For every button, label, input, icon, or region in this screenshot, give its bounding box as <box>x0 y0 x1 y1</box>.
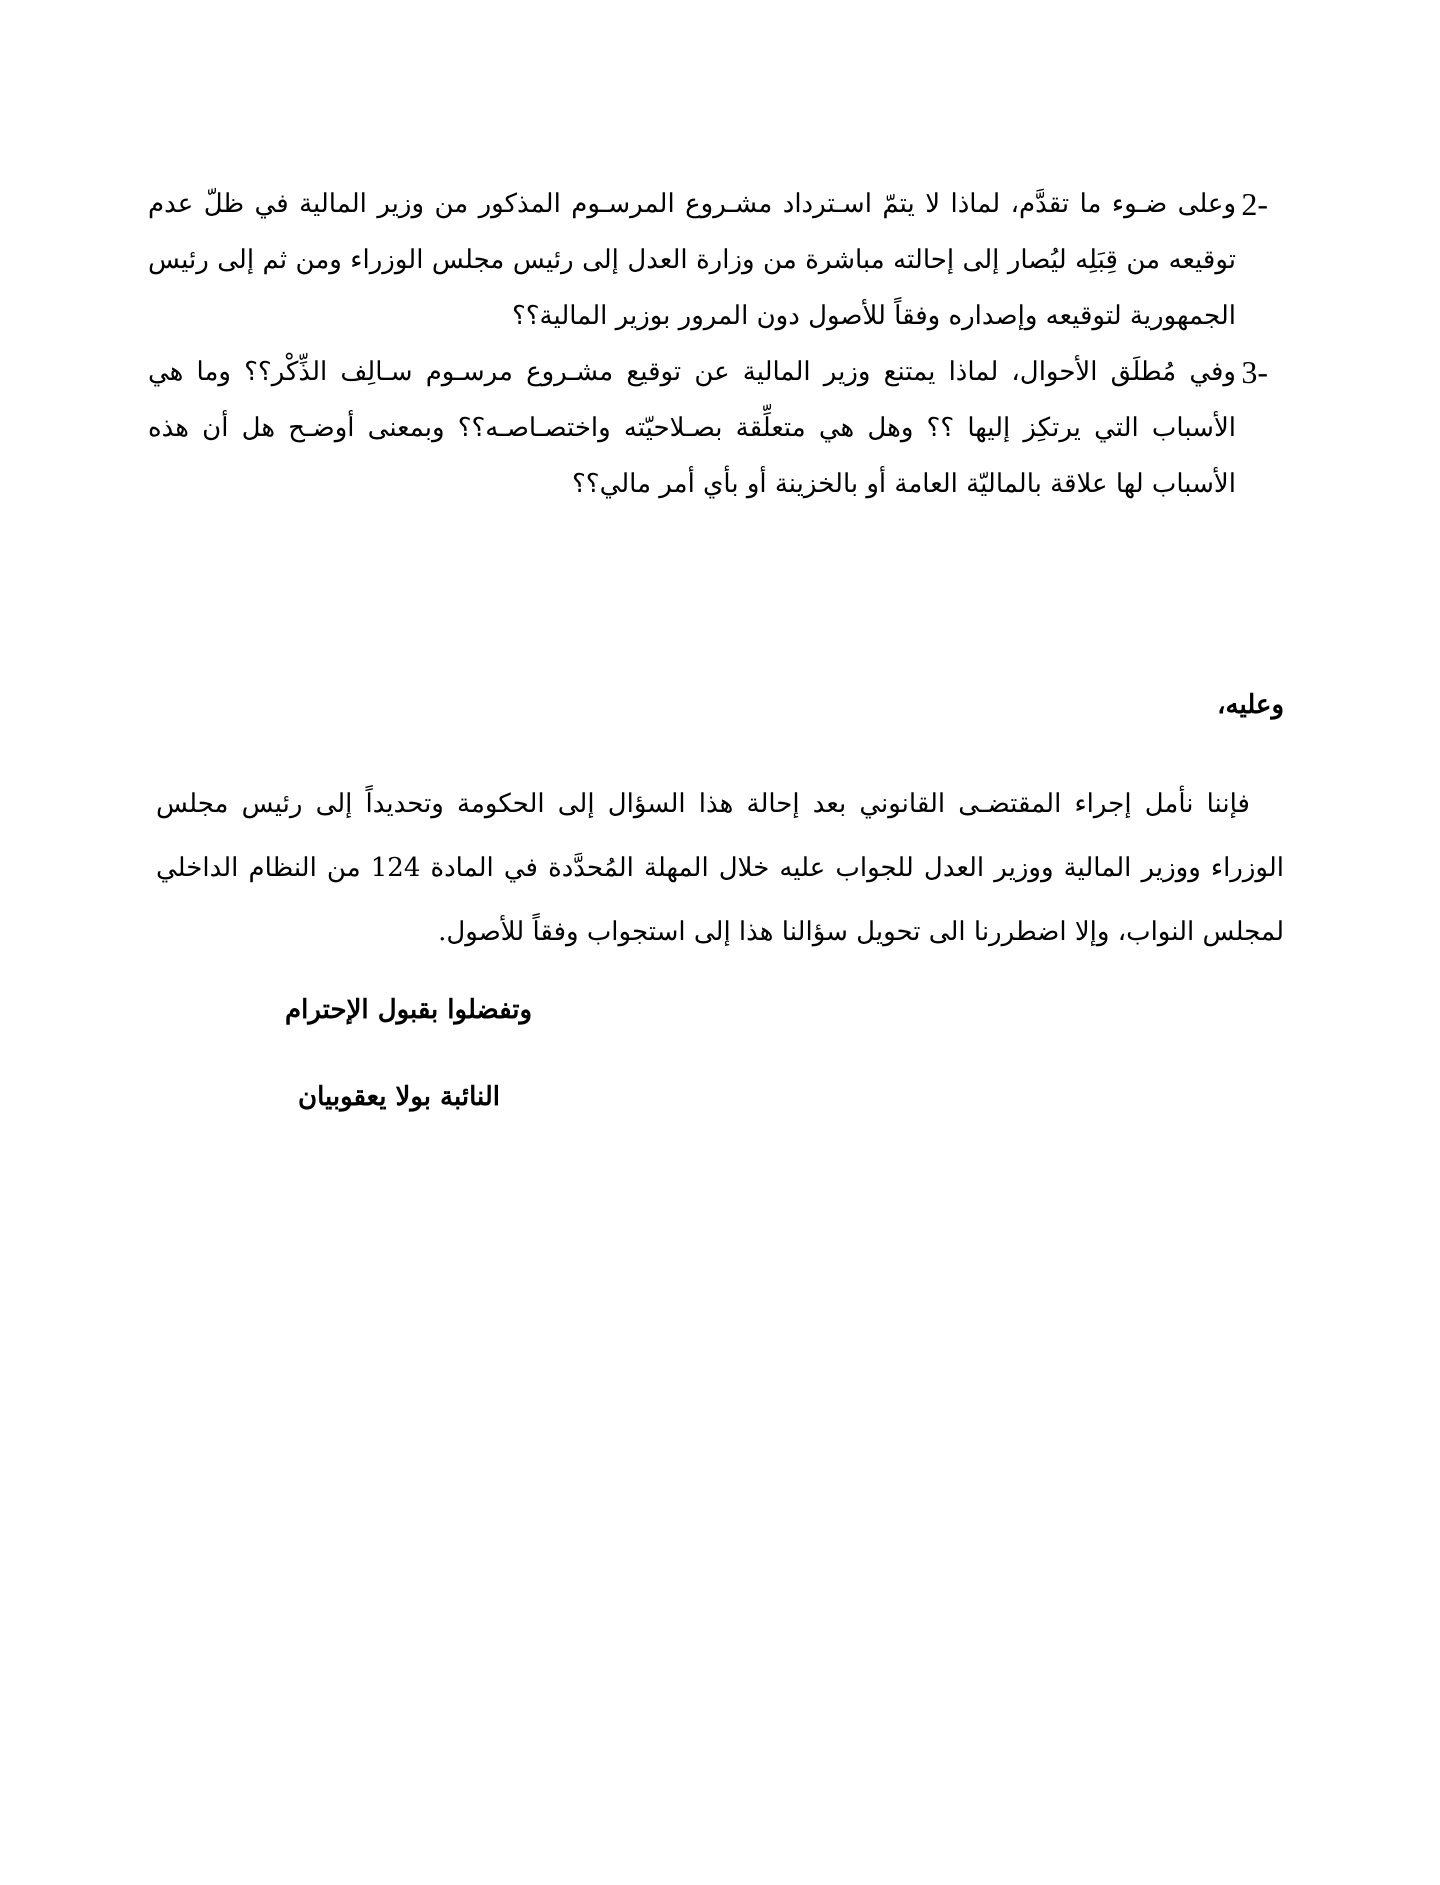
intro-heading: وعليه، <box>1217 690 1284 720</box>
closing-salutation: وتفضلوا بقبول الإحترام <box>285 995 533 1025</box>
question-text: وعلى ضـوء ما تقدَّم، لماذا لا يتمّ اسـترداد مشـروع المرسـوم المذكور من وزير المالية في ظلّ عدم توقيعه من قِبَلِه ليُصار إلى إحالته مباشرة من وزارة العدل إلى رئيس مجلس الوزراء ومن ثم إلى رئيس الجمهورية لتوقيعه وإصداره وفقاً للأصول دون المرور بوزير المالية؟؟ <box>148 189 1236 331</box>
question-item-2 <box>148 176 1268 344</box>
question-number: 3- <box>1241 354 1268 390</box>
question-number: 2- <box>1241 186 1268 222</box>
question-item-3 <box>148 344 1268 512</box>
question-text: وفي مُطلَق الأحوال، لماذا يمتنع وزير المالية عن توقيع مشـروع مرسـوم سـالِف الذِّكْر؟؟ وما هي الأسباب التي يرتكِز إليها ؟؟ وهل هي متعلِّقة بصـلاحيّته واختصـاصـه؟؟ وبمعنى أوضـح هل أن هذه الأسباب لها علاقة بالماليّة العامة أو بالخزينة أو بأي أمر مالي؟؟ <box>148 357 1236 499</box>
questions-list <box>148 176 1268 512</box>
request-paragraph: فإننا نأمل إجراء المقتضـى القانوني بعد إحالة هذا السؤال إلى الحكومة وتحديداً إلى رئيس مجلس الوزراء ووزير المالية ووزير العدل للجواب عليه خلال المهلة المُحدَّدة في المادة 124 من النظام الداخلي لمجلس النواب، وإلا اضطررنا الى تحويل سؤالنا هذا إلى استجواب وفقاً للأصول. <box>156 789 1284 947</box>
signature: النائبة بولا يعقوبيان <box>298 1082 500 1112</box>
